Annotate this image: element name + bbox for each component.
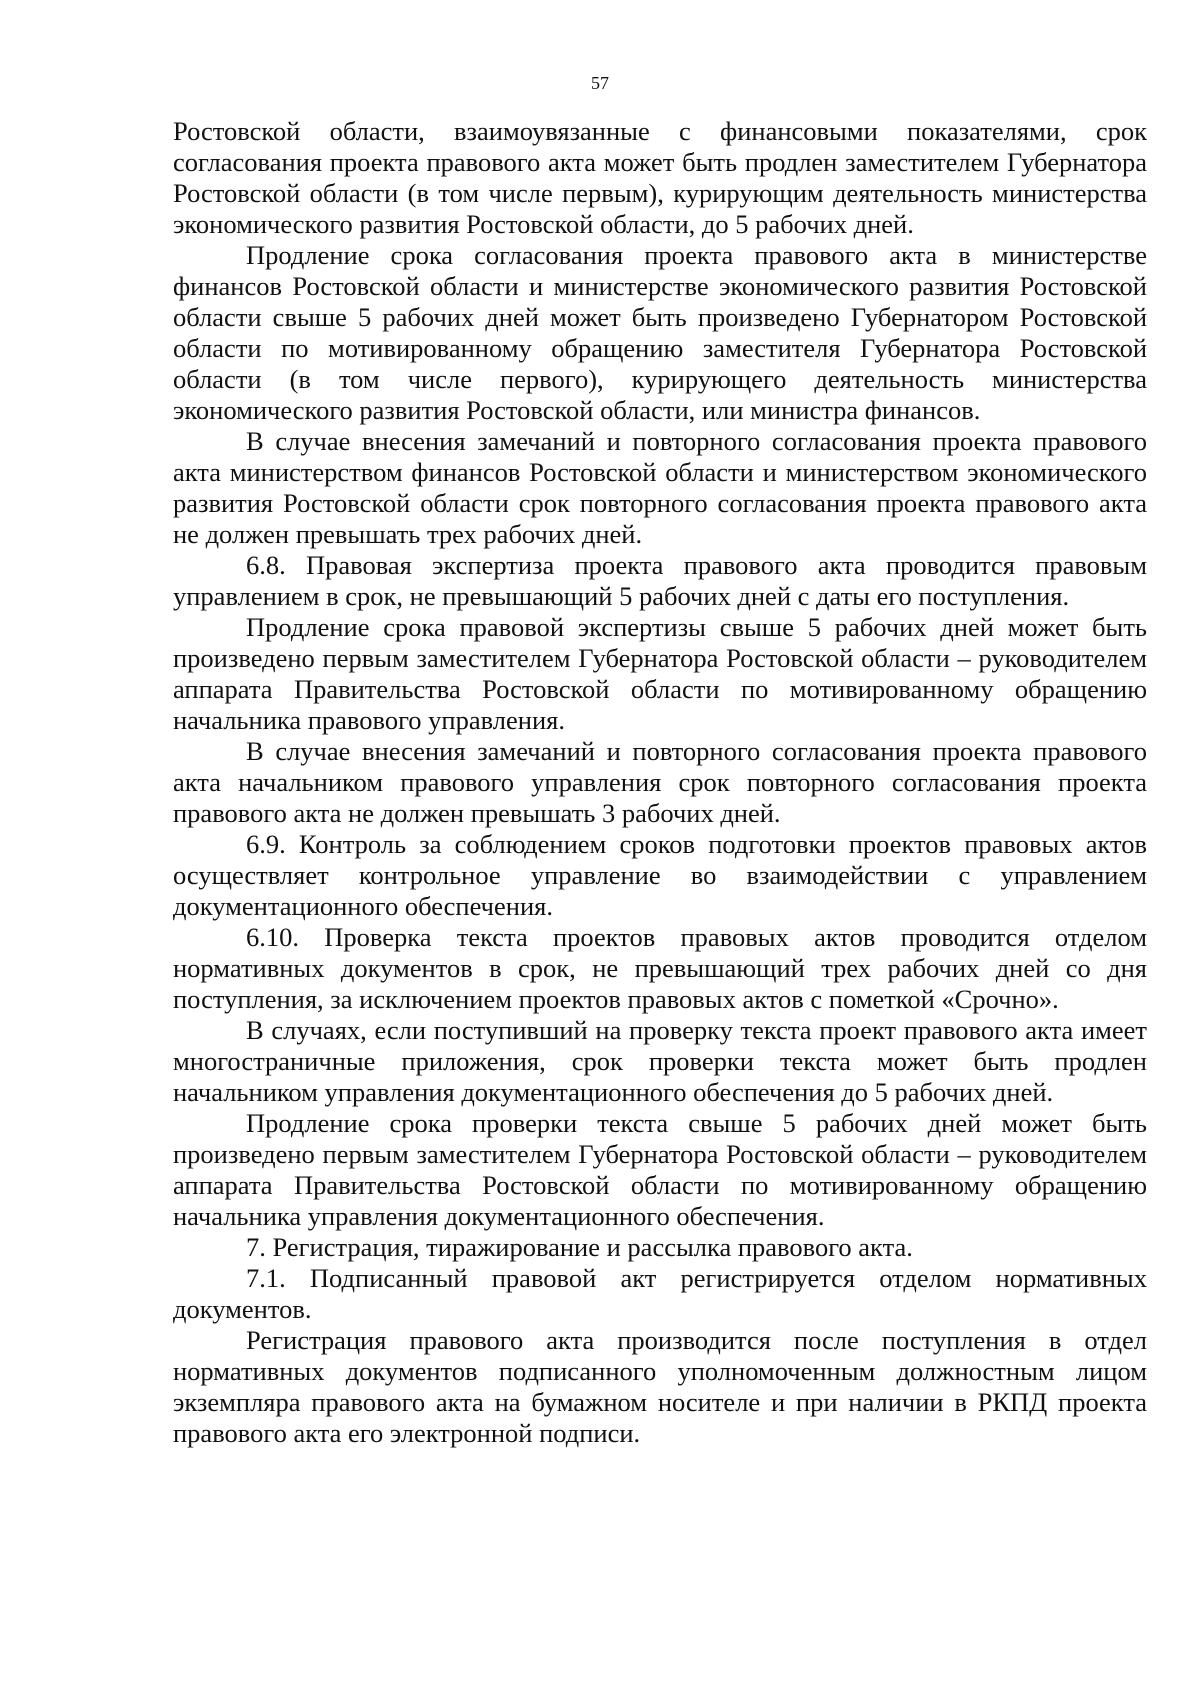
paragraph-clause-6-8: 6.8. Правовая экспертиза проекта правового акта проводится правовым управлением в срок, не превышающий 5 рабочих дней с даты его поступления. (173, 550, 1147, 611)
paragraph: Продление срока проверки текста свыше 5 рабочих дней может быть произведено первым заместителем Губернатора Ростовской области – руководителем аппарата Правительства Ростовской области по мотивированному обращению начальника управления документационного обеспечения. (173, 1108, 1147, 1231)
paragraph-continuation: Ростовской области, взаимоувязанные с финансовыми показателями, срок согласования проекта правового акта может быть продлен заместителем Губернатора Ростовской области (в том числе первым), курирующим деятельность министерства экономического развития Ростовской области, до 5 рабочих дней. (173, 116, 1147, 239)
paragraph: В случае внесения замечаний и повторного согласования проекта правового акта начальником правового управления срок повторного согласования проекта правового акта не должен превышать 3 рабочих дней. (173, 736, 1147, 828)
document-body (173, 116, 1147, 1449)
paragraph: Продление срока правовой экспертизы свыше 5 рабочих дней может быть произведено первым заместителем Губернатора Ростовской области – руководителем аппарата Правительства Ростовской области по мотивированному обращению начальника правового управления. (173, 612, 1147, 735)
section-heading-7: 7. Регистрация, тиражирование и рассылка правового акта. (246, 1232, 913, 1262)
paragraph-clause-7-1: 7.1. Подписанный правовой акт регистрируется отделом нормативных документов. (173, 1263, 1147, 1324)
paragraph-clause-6-10: 6.10. Проверка текста проектов правовых актов проводится отделом нормативных документов в срок, не превышающий трех рабочих дней со дня поступления, за исключением проектов правовых актов с пометкой «Срочно». (173, 922, 1147, 1014)
page-number: 57 (591, 73, 609, 93)
paragraph: В случае внесения замечаний и повторного согласования проекта правового акта министерством финансов Ростовской области и министерством экономического развития Ростовской области срок повторного согласования проекта правового акта не должен превышать трех рабочих дней. (173, 426, 1147, 549)
paragraph: Продление срока согласования проекта правового акта в министерстве финансов Ростовской области и министерстве экономического развития Ростовской области свыше 5 рабочих дней может быть произведено Губернатором Ростовской области по мотивированному обращению заместителя Губернатора Ростовской области (в том числе первого), курирующего деятельность министерства экономического развития Ростовской области, или министра финансов. (173, 240, 1147, 425)
paragraph: Регистрация правового акта производится после поступления в отдел нормативных документов подписанного уполномоченным должностным лицом экземпляра правового акта на бумажном носителе и при наличии в РКПД проекта правового акта его электронной подписи. (173, 1325, 1147, 1448)
paragraph: В случаях, если поступивший на проверку текста проект правового акта имеет многостраничные приложения, срок проверки текста может быть продлен начальником управления документационного обеспечения до 5 рабочих дней. (173, 1015, 1147, 1107)
paragraph-clause-6-9: 6.9. Контроль за соблюдением сроков подготовки проектов правовых актов осуществляет контрольное управление во взаимодействии с управлением документационного обеспечения. (173, 829, 1147, 921)
